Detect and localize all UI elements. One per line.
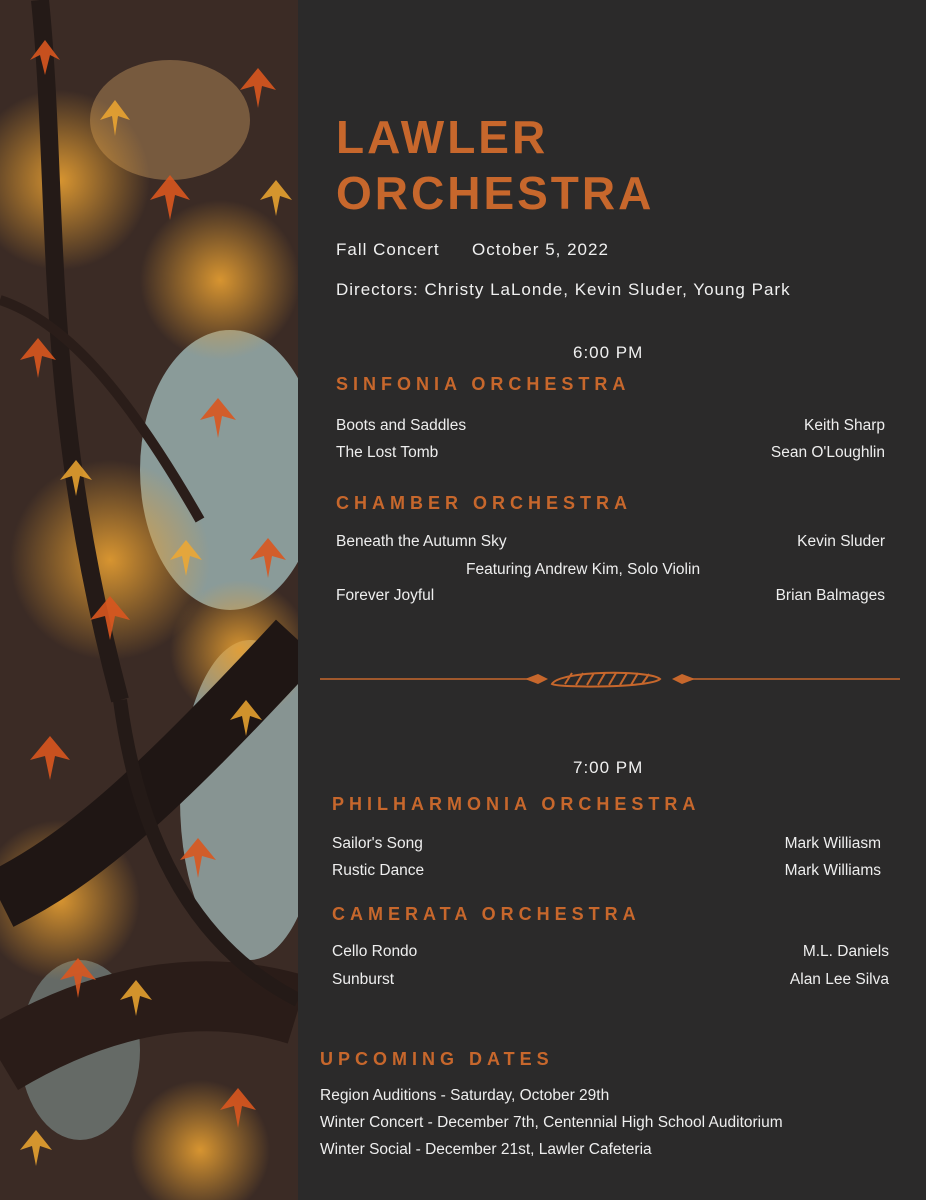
set1-time: 6:00 PM	[573, 343, 644, 362]
ornamental-divider-icon	[320, 668, 900, 692]
event-date: October 5, 2022	[472, 240, 609, 259]
piece-title: Boots and Saddles	[336, 417, 467, 434]
piece-title: The Lost Tomb	[336, 444, 439, 461]
list-item: Region Auditions - Saturday, October 29th	[320, 1087, 610, 1104]
autumn-leaves-photo	[0, 0, 298, 1200]
title-line1: LAWLER	[336, 111, 549, 163]
piece-composer: M.L. Daniels	[802, 943, 889, 960]
piece-title: Rustic Dance	[332, 862, 425, 879]
program-panel	[298, 0, 926, 1200]
piece-composer: Keith Sharp	[804, 417, 885, 434]
chamber-heading: CHAMBER ORCHESTRA	[336, 493, 632, 513]
piece-composer: Mark Williams	[784, 862, 881, 879]
event-name: Fall Concert	[336, 240, 440, 259]
piece-title: Sunburst	[332, 971, 395, 988]
title-line2: ORCHESTRA	[336, 167, 655, 219]
piece-composer: Mark Williasm	[784, 835, 881, 852]
piece-title: Beneath the Autumn Sky	[336, 533, 507, 550]
list-item: Winter Social - December 21st, Lawler Cafeteria	[320, 1141, 652, 1158]
featuring-note: Featuring Andrew Kim, Solo Violin	[466, 561, 701, 578]
set2-time: 7:00 PM	[573, 758, 644, 777]
list-item: Winter Concert - December 7th, Centennial High School Auditorium	[320, 1114, 783, 1131]
philharmonia-heading: PHILHARMONIA ORCHESTRA	[332, 794, 701, 814]
piece-title: Cello Rondo	[332, 943, 418, 960]
piece-composer: Sean O'Loughlin	[770, 444, 885, 461]
directors: Directors: Christy LaLonde, Kevin Sluder, Young Park	[336, 280, 791, 299]
piece-composer: Alan Lee Silva	[789, 971, 889, 988]
piece-composer: Brian Balmages	[775, 587, 885, 604]
leaves-illustration	[0, 0, 298, 1200]
piece-composer: Kevin Sluder	[797, 533, 885, 550]
piece-title: Sailor's Song	[332, 835, 423, 852]
upcoming-heading: UPCOMING DATES	[320, 1049, 554, 1069]
sinfonia-heading: SINFONIA ORCHESTRA	[336, 374, 631, 394]
camerata-heading: CAMERATA ORCHESTRA	[332, 904, 641, 924]
piece-title: Forever Joyful	[336, 587, 435, 604]
